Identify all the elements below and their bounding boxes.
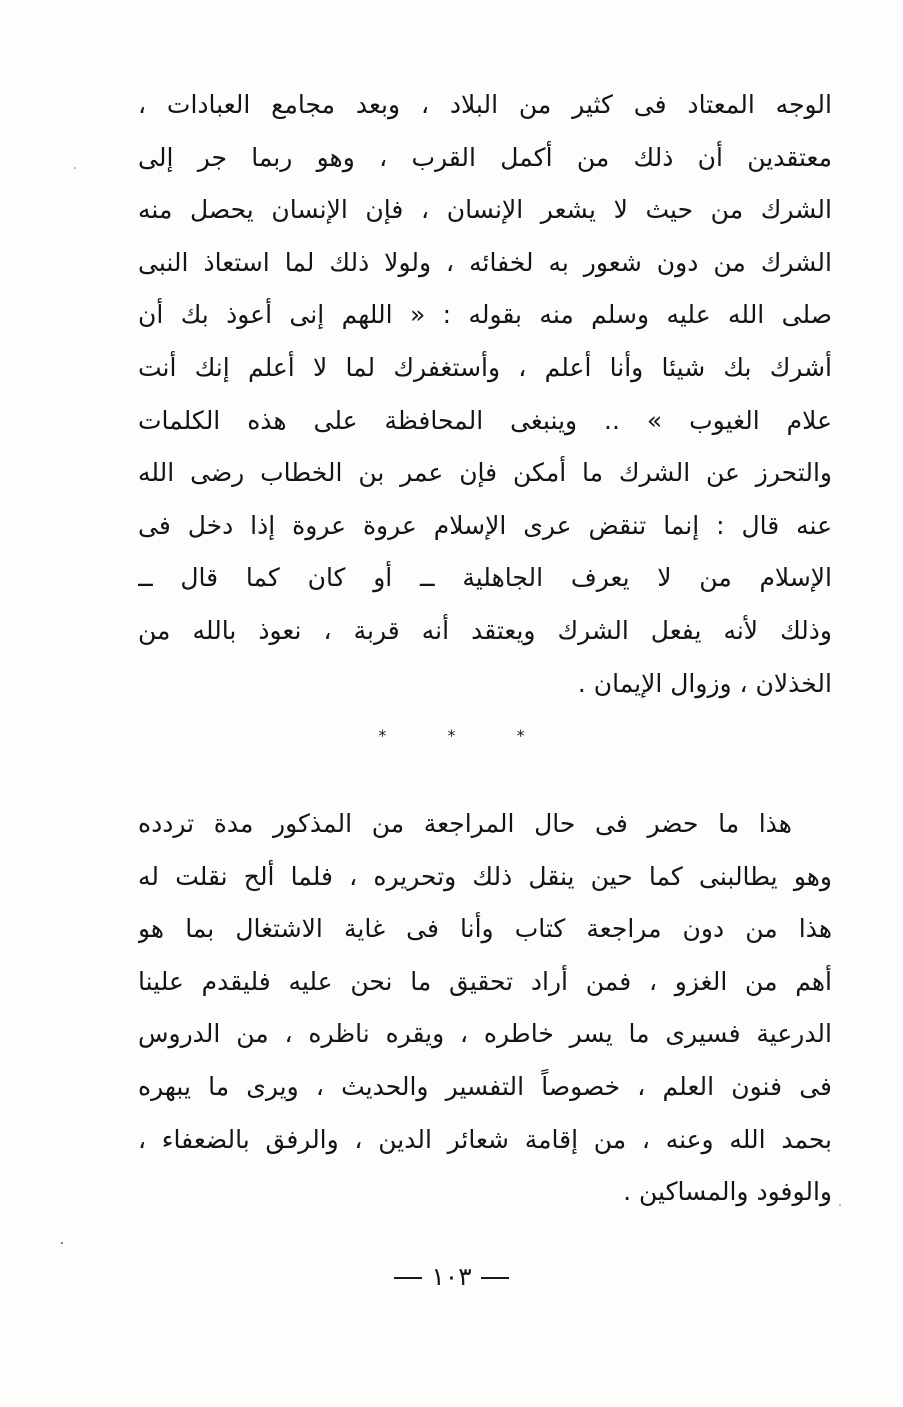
star-ornament-icon: * <box>378 726 387 745</box>
text-line: عنه قال : إنما تنقض عرى الإسلام عروة عروة إذا دخل فى <box>138 510 832 540</box>
text-line: هذا ما حضر فى حال المراجعة من المذكور مدة تردده <box>138 809 792 838</box>
text-line: الوجه المعتاد فى كثير من البلاد ، وبعد مجامع العبادات ، <box>138 90 832 119</box>
speck <box>839 1204 841 1206</box>
star-ornament-icon: * <box>516 726 525 745</box>
text-line: علام الغيوب » .. وينبغى المحافظة على هذه الكلمات <box>138 405 832 435</box>
text-line: فى فنون العلم ، خصوصاً التفسير والحديث ، ويرى ما يبهره <box>138 1071 832 1101</box>
text-line: وذلك لأنه يفعل الشرك ويعتقد أنه قربة ، نعوذ بالله من <box>138 615 832 645</box>
speck <box>74 167 76 169</box>
text-line: معتقدين أن ذلك من أكمل القرب ، وهو ربما جر إلى <box>138 142 832 172</box>
page-number: ١٠٣ <box>431 1262 472 1291</box>
text-line: أهم من الغزو ، فمن أراد تحقيق ما نحن عليه فليقدم علينا <box>138 966 832 996</box>
text-line: وهو يطالبنى كما حين ينقل ذلك وتحريره ، فلما ألح نقلت له <box>138 861 832 891</box>
text-line: الدرعية فسيرى ما يسر خاطره ، ويقره ناظره ، من الدروس <box>138 1019 832 1049</box>
text-line-last: الخذلان ، وزوال الإيمان . <box>577 668 832 698</box>
text-line-last: والوفود والمساكين . <box>623 1177 832 1207</box>
text-line: بحمد الله وعنه ، من إقامة شعائر الدين ، والرفق بالضعفاء ، <box>138 1124 832 1154</box>
text-line: الشرك من حيث لا يشعر الإنسان ، فإن الإنسان يحصل منه <box>138 195 832 225</box>
text-line: والتحرز عن الشرك ما أمكن فإن عمر بن الخطاب رضى الله <box>138 458 832 488</box>
text-line: صلى الله عليه وسلم منه بقوله : « اللهم إنى أعوذ بك أن <box>138 300 832 330</box>
text-line: أشرك بك شيئا وأنا أعلم ، وأستغفرك لما لا أعلم إنك أنت <box>138 352 832 382</box>
text-line: الشرك من دون شعور به لخفائه ، ولولا ذلك لما استعاذ النبى <box>138 247 832 277</box>
text-line: الإسلام من لا يعرف الجاهلية ــ أو كان كما قال ــ <box>138 563 832 593</box>
speck <box>61 1242 63 1244</box>
star-ornament-icon: * <box>447 726 456 745</box>
text-line: هذا من دون مراجعة كتاب وأنا فى غاية الاشتغال بما هو <box>138 914 832 944</box>
